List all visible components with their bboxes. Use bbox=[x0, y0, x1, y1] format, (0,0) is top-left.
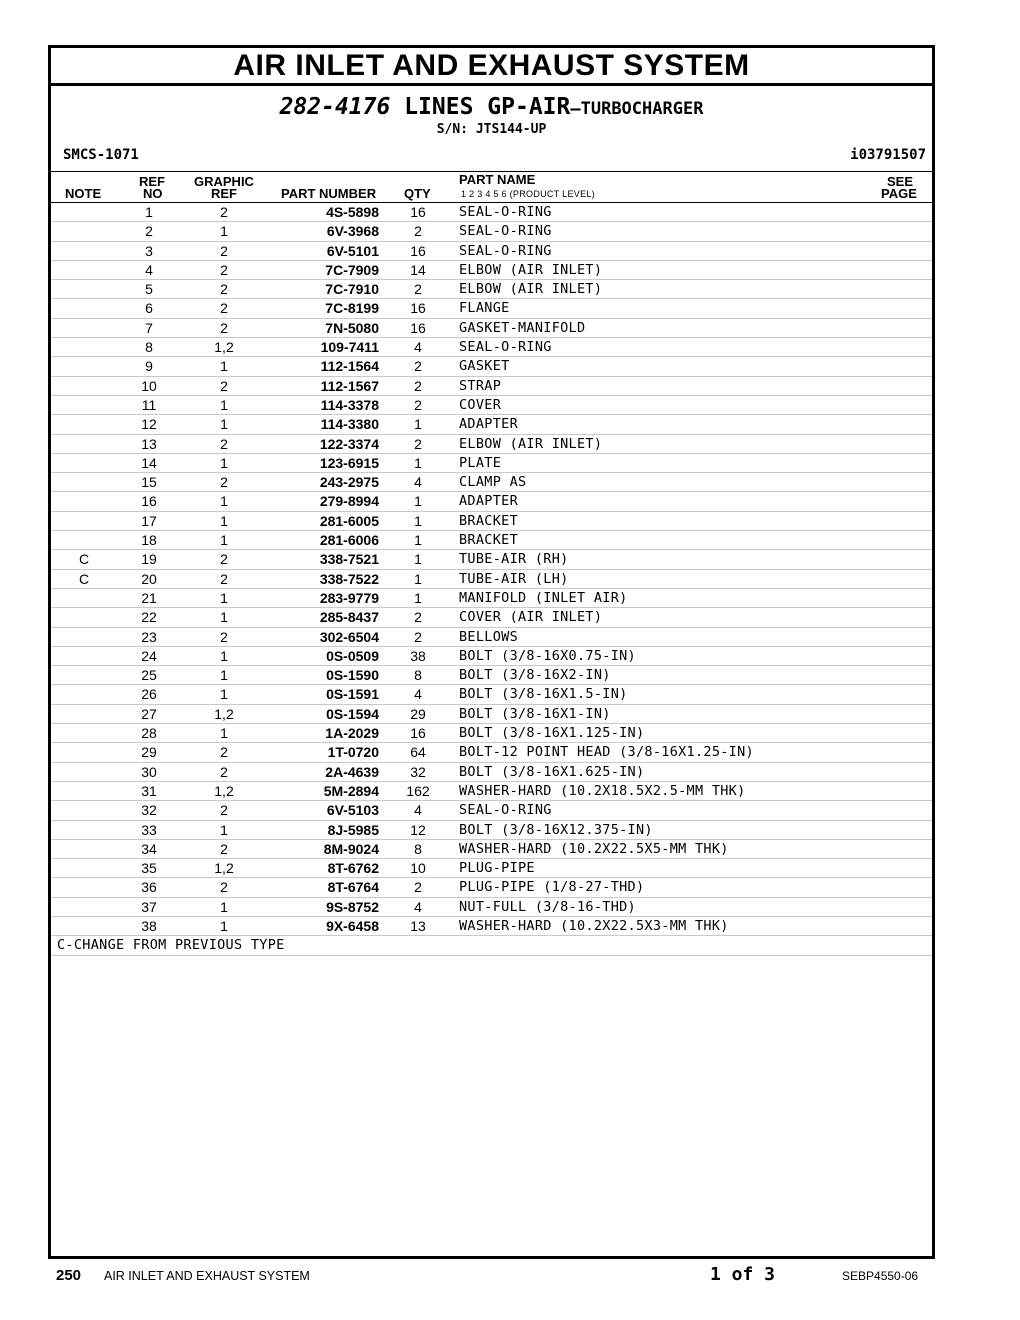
part-number-cell: 112-1564 bbox=[320, 358, 379, 375]
ref-no-cell: 16 bbox=[141, 493, 157, 510]
col-note: NOTE bbox=[65, 186, 102, 201]
graphic-ref-cell: 1 bbox=[220, 667, 228, 684]
part-name-cell: CLAMP AS bbox=[459, 474, 527, 491]
qty-cell: 1 bbox=[414, 493, 422, 510]
qty-cell: 4 bbox=[414, 339, 422, 356]
table-row bbox=[51, 647, 932, 666]
table-row bbox=[51, 319, 932, 338]
graphic-ref-cell: 2 bbox=[220, 802, 228, 819]
meta-row bbox=[51, 141, 932, 172]
graphic-ref-cell: 1 bbox=[220, 725, 228, 742]
graphic-ref-cell: 2 bbox=[220, 551, 228, 568]
part-number-cell: 279-8994 bbox=[319, 493, 379, 510]
col-ref-top: REF bbox=[139, 174, 165, 189]
table-row bbox=[51, 550, 932, 569]
ref-no-cell: 30 bbox=[141, 763, 157, 780]
part-number-cell: 0S-1591 bbox=[326, 686, 379, 703]
ref-no-cell: 15 bbox=[141, 474, 157, 491]
col-qty: QTY bbox=[404, 186, 431, 201]
graphic-ref-cell: 1 bbox=[220, 647, 228, 664]
table-row bbox=[51, 242, 932, 261]
table-row bbox=[51, 357, 932, 376]
qty-cell: 4 bbox=[414, 802, 422, 819]
part-number-cell: 109-7411 bbox=[320, 339, 379, 356]
qty-cell: 14 bbox=[410, 261, 426, 278]
footnote-row bbox=[51, 936, 932, 955]
table-row bbox=[51, 608, 932, 627]
table-row bbox=[51, 724, 932, 743]
part-number-cell: 281-6005 bbox=[319, 512, 379, 529]
table-row bbox=[51, 492, 932, 511]
table-row bbox=[51, 859, 932, 878]
qty-cell: 32 bbox=[410, 763, 426, 780]
qty-cell: 1 bbox=[414, 512, 422, 529]
part-number-cell: 114-3378 bbox=[320, 396, 379, 413]
ref-no-cell: 27 bbox=[141, 705, 157, 722]
part-number-cell: 112-1567 bbox=[320, 377, 379, 394]
ref-no-cell: 23 bbox=[141, 628, 157, 645]
part-number-cell: 9X-6458 bbox=[326, 917, 379, 934]
qty-cell: 16 bbox=[410, 300, 426, 317]
qty-cell: 8 bbox=[414, 667, 422, 684]
part-name-cell: STRAP bbox=[459, 377, 502, 394]
part-name-cell: TUBE-AIR (RH) bbox=[459, 551, 569, 568]
table-row bbox=[51, 280, 932, 299]
table-row bbox=[51, 222, 932, 241]
part-number-cell: 7C-7909 bbox=[325, 261, 379, 278]
ref-no-cell: 13 bbox=[141, 435, 157, 452]
graphic-ref-cell: 2 bbox=[220, 261, 228, 278]
ref-no-cell: 14 bbox=[141, 454, 157, 471]
part-name-cell: ADAPTER bbox=[459, 416, 518, 433]
part-name-cell: BOLT (3/8-16X1.125-IN) bbox=[459, 725, 645, 742]
table-row bbox=[51, 203, 932, 222]
ref-no-cell: 21 bbox=[141, 589, 157, 606]
ref-no-cell: 22 bbox=[141, 609, 157, 626]
graphic-ref-cell: 1 bbox=[220, 396, 228, 413]
part-name-cell: COVER bbox=[459, 396, 502, 413]
part-number-cell: 8T-6764 bbox=[327, 879, 379, 896]
table-row bbox=[51, 299, 932, 318]
group-title bbox=[51, 86, 932, 122]
part-name-cell: BOLT (3/8-16X1.625-IN) bbox=[459, 763, 645, 780]
ref-no-cell: 10 bbox=[141, 377, 157, 394]
graphic-ref-cell: 2 bbox=[220, 204, 228, 220]
graphic-ref-cell: 1,2 bbox=[214, 705, 234, 722]
qty-cell: 2 bbox=[414, 377, 422, 394]
group-number: 282-4176 bbox=[279, 94, 391, 120]
note-cell: C bbox=[79, 570, 90, 587]
table-row bbox=[51, 878, 932, 897]
ref-no-cell: 9 bbox=[145, 358, 153, 375]
table-row bbox=[51, 685, 932, 704]
part-number-cell: 6V-3968 bbox=[326, 223, 379, 240]
qty-cell: 8 bbox=[414, 840, 422, 857]
qty-cell: 162 bbox=[406, 782, 430, 799]
graphic-ref-cell: 1,2 bbox=[214, 339, 234, 356]
graphic-ref-cell: 1 bbox=[220, 493, 228, 510]
graphic-ref-cell: 1 bbox=[220, 821, 228, 838]
qty-cell: 38 bbox=[410, 647, 426, 664]
qty-cell: 13 bbox=[410, 917, 426, 934]
graphic-ref-cell: 2 bbox=[220, 300, 228, 317]
ref-no-cell: 29 bbox=[141, 744, 157, 761]
part-number-cell: 285-8437 bbox=[319, 609, 379, 626]
part-name-cell: TUBE-AIR (LH) bbox=[459, 570, 569, 587]
serial-range: S/N: JTS144-UP bbox=[436, 122, 547, 137]
part-number-cell: 114-3380 bbox=[320, 416, 379, 433]
table-row bbox=[51, 666, 932, 685]
table-row bbox=[51, 473, 932, 492]
graphic-ref-cell: 2 bbox=[220, 570, 228, 587]
graphic-ref-cell: 2 bbox=[220, 377, 228, 394]
qty-cell: 2 bbox=[414, 435, 422, 452]
ref-no-cell: 19 bbox=[141, 551, 157, 568]
part-name-cell: FLANGE bbox=[459, 300, 510, 317]
qty-cell: 1 bbox=[414, 570, 422, 587]
qty-cell: 16 bbox=[410, 319, 426, 336]
part-number-cell: 6V-5103 bbox=[326, 802, 379, 819]
part-name-cell: NUT-FULL (3/8-16-THD) bbox=[459, 898, 636, 915]
part-name-cell: PLATE bbox=[459, 454, 502, 471]
table-row bbox=[51, 261, 932, 280]
table-row bbox=[51, 705, 932, 724]
graphic-ref-cell: 2 bbox=[220, 242, 228, 259]
group-header bbox=[51, 86, 932, 141]
table-row bbox=[51, 377, 932, 396]
section-title-bar bbox=[51, 48, 932, 86]
ref-no-cell: 25 bbox=[141, 667, 157, 684]
part-number-cell: 0S-1594 bbox=[326, 705, 379, 722]
group-name: LINES GP-AIR bbox=[404, 94, 571, 120]
qty-cell: 12 bbox=[410, 821, 426, 838]
qty-cell: 1 bbox=[414, 532, 422, 549]
part-number-cell: 4S-5898 bbox=[326, 204, 379, 220]
graphic-ref-cell: 1 bbox=[220, 609, 228, 626]
table-row bbox=[51, 898, 932, 917]
part-name-cell: GASKET bbox=[459, 358, 510, 375]
part-name-cell: SEAL-O-RING bbox=[459, 223, 552, 240]
part-name-cell: SEAL-O-RING bbox=[459, 802, 552, 819]
qty-cell: 1 bbox=[414, 416, 422, 433]
ref-no-cell: 4 bbox=[145, 261, 153, 278]
ref-no-cell: 18 bbox=[141, 532, 157, 549]
qty-cell: 16 bbox=[410, 204, 426, 220]
ref-no-cell: 28 bbox=[141, 725, 157, 742]
part-name-cell: PLUG-PIPE bbox=[459, 860, 535, 877]
ref-no-cell: 3 bbox=[145, 242, 153, 259]
graphic-ref-cell: 1 bbox=[220, 917, 228, 934]
ref-no-cell: 34 bbox=[141, 840, 157, 857]
qty-cell: 2 bbox=[414, 609, 422, 626]
qty-cell: 2 bbox=[414, 879, 422, 896]
part-name-cell: BOLT (3/8-16X2-IN) bbox=[459, 667, 611, 684]
part-name-cell: COVER (AIR INLET) bbox=[459, 609, 603, 626]
table-row bbox=[51, 840, 932, 859]
qty-cell: 4 bbox=[414, 898, 422, 915]
graphic-ref-cell: 1 bbox=[220, 589, 228, 606]
group-suffix: —TURBOCHARGER bbox=[570, 99, 704, 119]
part-number-cell: 0S-1590 bbox=[326, 667, 379, 684]
part-name-cell: PLUG-PIPE (1/8-27-THD) bbox=[459, 879, 645, 896]
col-part-number: PART NUMBER bbox=[281, 186, 377, 201]
part-name-cell: WASHER-HARD (10.2X18.5X2.5-MM THK) bbox=[459, 782, 746, 799]
part-name-cell: GASKET-MANIFOLD bbox=[459, 319, 586, 336]
table-row bbox=[51, 917, 932, 936]
part-name-cell: SEAL-O-RING bbox=[459, 204, 552, 220]
col-see-top: SEE bbox=[887, 174, 914, 189]
part-name-cell: BELLOWS bbox=[459, 628, 518, 645]
table-row bbox=[51, 454, 932, 473]
footnote: C-CHANGE FROM PREVIOUS TYPE bbox=[57, 937, 285, 954]
part-number-cell: 8M-9024 bbox=[323, 840, 379, 857]
part-name-cell: WASHER-HARD (10.2X22.5X3-MM THK) bbox=[459, 917, 729, 934]
ref-no-cell: 1 bbox=[145, 204, 153, 220]
part-number-cell: 1A-2029 bbox=[325, 725, 379, 742]
qty-cell: 16 bbox=[410, 242, 426, 259]
publication-number: SEBP4550-06 bbox=[842, 1269, 919, 1283]
table-row bbox=[51, 821, 932, 840]
graphic-ref-cell: 2 bbox=[220, 879, 228, 896]
table-row bbox=[51, 512, 932, 531]
part-number-cell: 123-6915 bbox=[319, 454, 379, 471]
ref-no-cell: 8 bbox=[145, 339, 153, 356]
table-row bbox=[51, 628, 932, 647]
ref-no-cell: 2 bbox=[145, 223, 153, 240]
page-of: 1 of 3 bbox=[710, 1264, 776, 1285]
graphic-ref-cell: 1 bbox=[220, 898, 228, 915]
qty-cell: 4 bbox=[414, 686, 422, 703]
part-number-cell: 338-7521 bbox=[319, 551, 379, 568]
table-row bbox=[51, 531, 932, 550]
smcs-code: SMCS-1071 bbox=[63, 147, 139, 163]
graphic-ref-cell: 1 bbox=[220, 532, 228, 549]
part-name-cell: MANIFOLD (INLET AIR) bbox=[459, 589, 628, 606]
footer-section: AIR INLET AND EXHAUST SYSTEM bbox=[104, 1269, 310, 1283]
part-number-cell: 5M-2894 bbox=[323, 782, 379, 799]
part-name-cell: ADAPTER bbox=[459, 493, 518, 510]
illustration-id: i03791507 bbox=[850, 147, 926, 163]
table-row bbox=[51, 589, 932, 608]
part-number-cell: 281-6006 bbox=[319, 532, 379, 549]
qty-cell: 29 bbox=[410, 705, 426, 722]
qty-cell: 16 bbox=[410, 725, 426, 742]
ref-no-cell: 37 bbox=[141, 898, 157, 915]
qty-cell: 1 bbox=[414, 551, 422, 568]
ref-no-cell: 12 bbox=[141, 416, 157, 433]
graphic-ref-cell: 1,2 bbox=[214, 860, 234, 877]
part-number-cell: 8T-6762 bbox=[327, 860, 379, 877]
graphic-ref-cell: 2 bbox=[220, 281, 228, 298]
ref-no-cell: 24 bbox=[141, 647, 157, 664]
column-headers bbox=[51, 172, 932, 203]
part-number-cell: 243-2975 bbox=[319, 474, 379, 491]
part-name-cell: BOLT (3/8-16X1-IN) bbox=[459, 705, 611, 722]
col-part-name: PART NAME bbox=[459, 172, 536, 187]
part-name-cell: BRACKET bbox=[459, 532, 518, 549]
part-number-cell: 6V-5101 bbox=[326, 242, 379, 259]
part-name-cell: BRACKET bbox=[459, 512, 518, 529]
ref-no-cell: 7 bbox=[145, 319, 153, 336]
qty-cell: 2 bbox=[414, 396, 422, 413]
part-name-cell: BOLT-12 POINT HEAD (3/8-16X1.25-IN) bbox=[459, 744, 754, 761]
part-name-cell: SEAL-O-RING bbox=[459, 339, 552, 356]
page-footer bbox=[0, 1262, 1020, 1292]
part-number-cell: 9S-8752 bbox=[326, 898, 379, 915]
part-name-cell: BOLT (3/8-16X12.375-IN) bbox=[459, 821, 653, 838]
ref-no-cell: 6 bbox=[145, 300, 153, 317]
col-product-levels: 1 2 3 4 5 6 (PRODUCT LEVEL) bbox=[461, 189, 595, 199]
part-number-cell: 283-9779 bbox=[319, 589, 379, 606]
table-row bbox=[51, 435, 932, 454]
part-number-cell: 7C-7910 bbox=[325, 281, 379, 298]
qty-cell: 2 bbox=[414, 223, 422, 240]
qty-cell: 2 bbox=[414, 358, 422, 375]
ref-no-cell: 26 bbox=[141, 686, 157, 703]
part-number-cell: 338-7522 bbox=[319, 570, 379, 587]
graphic-ref-cell: 2 bbox=[220, 744, 228, 761]
ref-no-cell: 35 bbox=[141, 860, 157, 877]
qty-cell: 1 bbox=[414, 454, 422, 471]
graphic-ref-cell: 1,2 bbox=[214, 782, 234, 799]
part-number-cell: 8J-5985 bbox=[327, 821, 379, 838]
table-row bbox=[51, 743, 932, 762]
table-row bbox=[51, 570, 932, 589]
graphic-ref-cell: 1 bbox=[220, 416, 228, 433]
qty-cell: 64 bbox=[410, 744, 426, 761]
part-name-cell: SEAL-O-RING bbox=[459, 242, 552, 259]
part-number-cell: 122-3374 bbox=[319, 435, 379, 452]
part-number-cell: 2A-4639 bbox=[325, 763, 379, 780]
ref-no-cell: 38 bbox=[141, 917, 157, 934]
graphic-ref-cell: 2 bbox=[220, 840, 228, 857]
ref-no-cell: 32 bbox=[141, 802, 157, 819]
qty-cell: 10 bbox=[410, 860, 426, 877]
part-name-cell: BOLT (3/8-16X1.5-IN) bbox=[459, 686, 628, 703]
part-name-cell: BOLT (3/8-16X0.75-IN) bbox=[459, 647, 636, 664]
graphic-ref-cell: 2 bbox=[220, 435, 228, 452]
graphic-ref-cell: 2 bbox=[220, 628, 228, 645]
part-number-cell: 0S-0509 bbox=[326, 647, 379, 664]
part-number-cell: 7N-5080 bbox=[325, 319, 379, 336]
ref-no-cell: 31 bbox=[141, 782, 157, 799]
table-row bbox=[51, 396, 932, 415]
graphic-ref-cell: 1 bbox=[220, 358, 228, 375]
table-row bbox=[51, 338, 932, 357]
table-row bbox=[51, 415, 932, 434]
part-number-cell: 7C-8199 bbox=[325, 300, 379, 317]
note-cell: C bbox=[79, 551, 90, 568]
table-row bbox=[51, 782, 932, 801]
qty-cell: 2 bbox=[414, 628, 422, 645]
qty-cell: 4 bbox=[414, 474, 422, 491]
graphic-ref-cell: 1 bbox=[220, 223, 228, 240]
part-name-cell: ELBOW (AIR INLET) bbox=[459, 261, 603, 278]
graphic-ref-cell: 2 bbox=[220, 763, 228, 780]
col-ref-bottom: NO bbox=[143, 186, 163, 201]
ref-no-cell: 11 bbox=[141, 396, 157, 413]
ref-no-cell: 33 bbox=[141, 821, 157, 838]
ref-no-cell: 17 bbox=[141, 512, 157, 529]
col-graphic-top: GRAPHIC bbox=[194, 174, 254, 189]
col-see-bottom: PAGE bbox=[881, 186, 917, 201]
section-title: AIR INLET AND EXHAUST SYSTEM bbox=[233, 49, 750, 82]
part-number-cell: 1T-0720 bbox=[327, 744, 379, 761]
ref-no-cell: 20 bbox=[141, 570, 157, 587]
parts-table bbox=[51, 203, 932, 936]
part-name-cell: WASHER-HARD (10.2X22.5X5-MM THK) bbox=[459, 840, 729, 857]
page-number: 250 bbox=[56, 1267, 82, 1284]
graphic-ref-cell: 1 bbox=[220, 686, 228, 703]
graphic-ref-cell: 2 bbox=[220, 474, 228, 491]
graphic-ref-cell: 1 bbox=[220, 454, 228, 471]
part-name-cell: ELBOW (AIR INLET) bbox=[459, 435, 603, 452]
table-row bbox=[51, 763, 932, 782]
ref-no-cell: 5 bbox=[145, 281, 153, 298]
graphic-ref-cell: 2 bbox=[220, 319, 228, 336]
col-graphic-bottom: REF bbox=[211, 186, 237, 201]
qty-cell: 1 bbox=[414, 589, 422, 606]
qty-cell: 2 bbox=[414, 281, 422, 298]
ref-no-cell: 36 bbox=[141, 879, 157, 896]
parts-page-frame bbox=[48, 45, 935, 1259]
part-name-cell: ELBOW (AIR INLET) bbox=[459, 281, 603, 298]
part-number-cell: 302-6504 bbox=[319, 628, 379, 645]
graphic-ref-cell: 1 bbox=[220, 512, 228, 529]
table-row bbox=[51, 801, 932, 820]
